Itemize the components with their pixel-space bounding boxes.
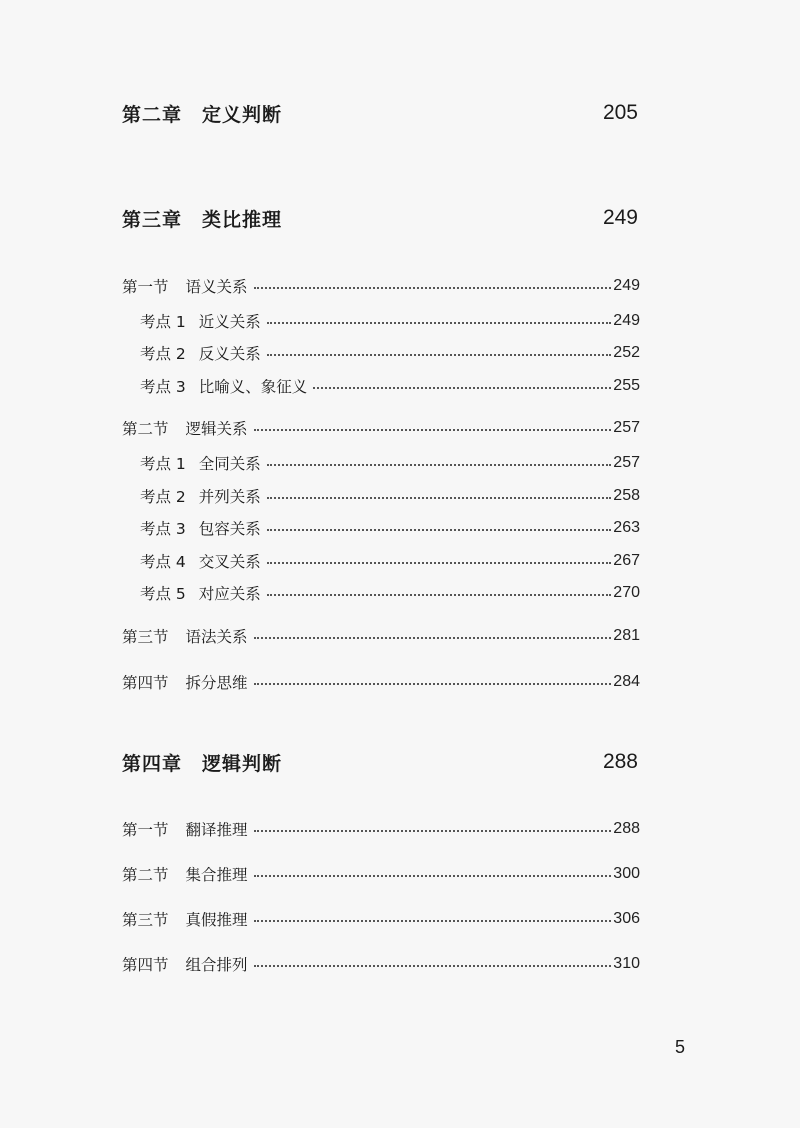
dot-leader xyxy=(267,529,611,531)
point-label: 考点 3 xyxy=(140,378,186,396)
toc-section-entry xyxy=(122,274,640,298)
toc-section-entry xyxy=(122,862,640,886)
point-title: 包容关系 xyxy=(198,520,261,538)
section-title: 集合推理 xyxy=(185,866,248,884)
point-title: 比喻义、象征义 xyxy=(198,378,308,396)
dot-leader xyxy=(267,594,611,596)
section-page-number: 306 xyxy=(613,910,640,927)
section-label: 第一节 xyxy=(122,278,169,296)
dot-leader xyxy=(254,637,612,639)
point-page-number: 255 xyxy=(613,377,640,394)
dot-leader xyxy=(267,497,611,499)
section-title: 语义关系 xyxy=(185,278,248,296)
point-label: 考点 3 xyxy=(140,520,186,538)
toc-section-entry xyxy=(122,624,640,648)
point-title: 近义关系 xyxy=(198,313,261,331)
toc-point-entry xyxy=(140,341,640,365)
toc-point-entry xyxy=(140,309,640,333)
dot-leader xyxy=(267,322,611,324)
point-title: 对应关系 xyxy=(198,585,261,603)
point-page-number: 252 xyxy=(613,344,640,361)
chapter-page-number: 205 xyxy=(602,101,638,124)
toc-point-entry xyxy=(140,451,640,475)
point-title: 并列关系 xyxy=(198,488,261,506)
section-label: 第一节 xyxy=(122,821,169,839)
point-label: 考点 2 xyxy=(140,488,186,506)
point-page-number: 257 xyxy=(613,454,640,471)
section-page-number: 300 xyxy=(613,865,640,882)
dot-leader xyxy=(254,830,612,832)
section-title: 逻辑关系 xyxy=(185,420,248,438)
toc-section-entry xyxy=(122,952,640,976)
section-title: 语法关系 xyxy=(185,628,248,646)
section-title: 组合排列 xyxy=(185,956,248,974)
dot-leader xyxy=(267,464,611,466)
section-title: 翻译推理 xyxy=(185,821,248,839)
dot-leader xyxy=(254,920,612,922)
chapter-page-number: 249 xyxy=(602,206,638,229)
point-page-number: 263 xyxy=(613,519,640,536)
point-title: 反义关系 xyxy=(198,345,261,363)
dot-leader xyxy=(267,354,611,356)
toc-section-entry xyxy=(122,907,640,931)
dot-leader xyxy=(254,683,612,685)
section-title: 拆分思维 xyxy=(185,674,248,692)
dot-leader xyxy=(254,965,612,967)
point-label: 考点 1 xyxy=(140,455,186,473)
chapter-page-number: 288 xyxy=(602,750,638,773)
section-page-number: 284 xyxy=(613,673,640,690)
chapter-title: 第三章 类比推理 xyxy=(122,209,283,231)
section-page-number: 281 xyxy=(613,627,640,644)
toc-point-entry xyxy=(140,549,640,573)
point-page-number: 249 xyxy=(613,312,640,329)
chapter-title: 第四章 逻辑判断 xyxy=(122,753,283,775)
dot-leader xyxy=(313,387,611,389)
dot-leader xyxy=(254,875,612,877)
toc-section-entry xyxy=(122,670,640,694)
point-label: 考点 4 xyxy=(140,553,186,571)
section-page-number: 288 xyxy=(613,820,640,837)
toc-point-entry xyxy=(140,374,640,398)
point-label: 考点 2 xyxy=(140,345,186,363)
toc-section-entry xyxy=(122,416,640,440)
chapter-title: 第二章 定义判断 xyxy=(122,104,283,126)
point-label: 考点 1 xyxy=(140,313,186,331)
toc-section-entry xyxy=(122,817,640,841)
point-page-number: 258 xyxy=(613,487,640,504)
section-label: 第二节 xyxy=(122,866,169,884)
section-label: 第三节 xyxy=(122,628,169,646)
section-label: 第二节 xyxy=(122,420,169,438)
section-page-number: 310 xyxy=(613,955,640,972)
dot-leader xyxy=(267,562,611,564)
point-title: 交叉关系 xyxy=(198,553,261,571)
point-page-number: 270 xyxy=(613,584,640,601)
point-page-number: 267 xyxy=(613,552,640,569)
toc-point-entry xyxy=(140,581,640,605)
toc-point-entry xyxy=(140,516,640,540)
dot-leader xyxy=(254,429,612,431)
section-label: 第三节 xyxy=(122,911,169,929)
dot-leader xyxy=(254,287,612,289)
section-title: 真假推理 xyxy=(185,911,248,929)
point-title: 全同关系 xyxy=(198,455,261,473)
section-label: 第四节 xyxy=(122,674,169,692)
section-page-number: 249 xyxy=(613,277,640,294)
point-label: 考点 5 xyxy=(140,585,186,603)
section-label: 第四节 xyxy=(122,956,169,974)
footer-page-number: 5 xyxy=(675,1037,686,1057)
toc-point-entry xyxy=(140,484,640,508)
section-page-number: 257 xyxy=(613,419,640,436)
